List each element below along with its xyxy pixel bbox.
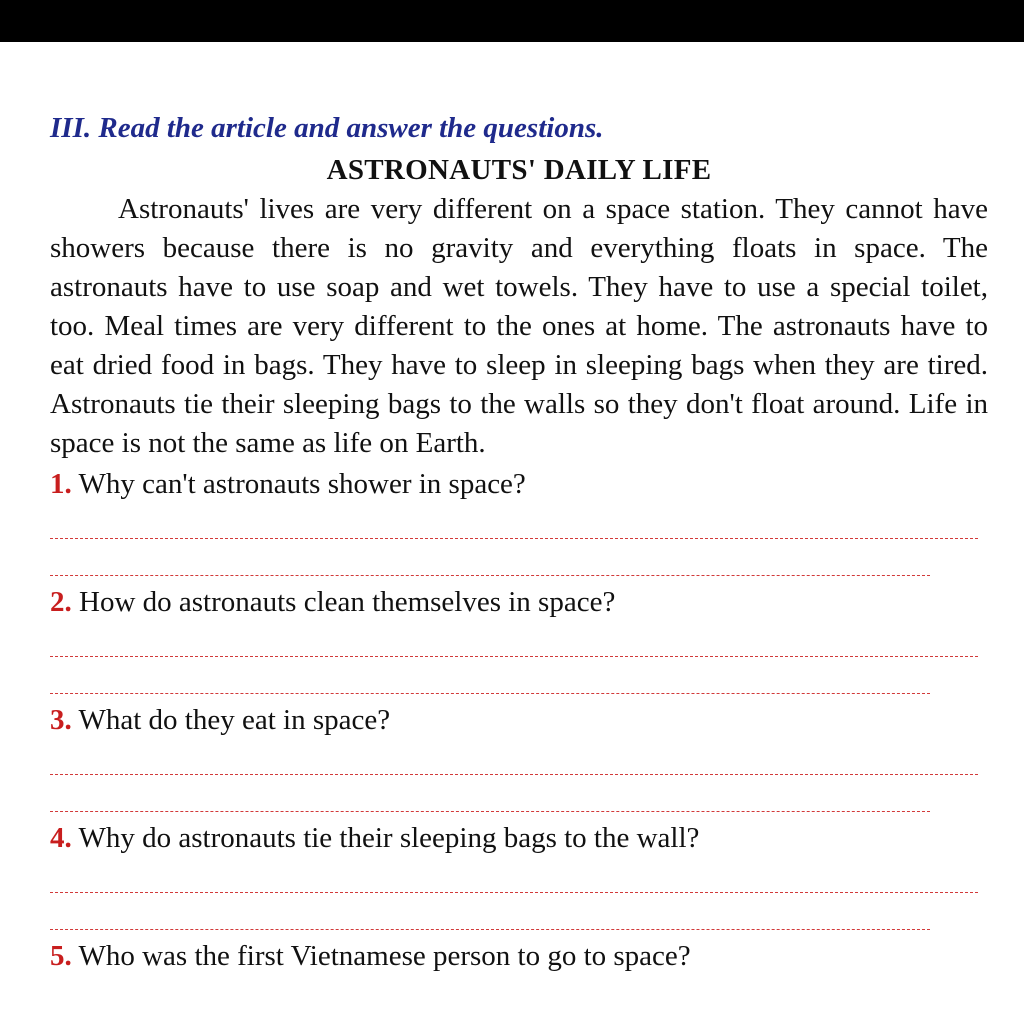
question-text [50,700,988,740]
answer-line[interactable] [50,575,930,576]
worksheet-content [50,110,988,976]
section-heading: III. Read the article and answer the questions. [50,112,604,144]
question-1 [50,464,988,576]
question-text [50,818,988,858]
question-5 [50,936,988,976]
answer-line[interactable] [50,892,978,893]
article-body: Astronauts' lives are very different on a space station. They cannot have showers because there is no gravity and everything floats in space. The astronauts have to use soap and wet towels. They have to use a special toilet, too. Meal times are very different to the ones at home. The astronauts have to eat dried food in bags. They have to sleep in sleeping bags when they are tired. Astronauts tie their sleeping bags to the walls so they don't float around. Life in space is not the same as life on Earth. [50,193,988,459]
question-number: 4. [50,822,72,854]
answer-line[interactable] [50,538,978,539]
answer-line[interactable] [50,774,978,775]
worksheet-page [0,42,1024,1032]
question-number: 1. [50,468,72,500]
question-3 [50,700,988,812]
question-prompt: Who was the first Vietnamese person to go to space? [78,940,691,972]
question-text [50,464,988,504]
answer-line[interactable] [50,929,930,930]
answer-line[interactable] [50,811,930,812]
question-2 [50,582,988,694]
question-prompt: Why can't astronauts shower in space? [78,468,526,500]
question-number: 2. [50,586,72,618]
question-number: 5. [50,940,72,972]
question-prompt: Why do astronauts tie their sleeping bags to the wall? [78,822,700,854]
question-number: 3. [50,704,72,736]
question-prompt: How do astronauts clean themselves in space? [79,586,616,618]
question-text [50,582,988,622]
article-title: ASTRONAUTS' DAILY LIFE [326,154,712,186]
question-text [50,936,988,976]
question-list [50,464,988,976]
question-prompt: What do they eat in space? [78,704,391,736]
answer-line[interactable] [50,656,978,657]
question-4 [50,818,988,930]
answer-line[interactable] [50,693,930,694]
